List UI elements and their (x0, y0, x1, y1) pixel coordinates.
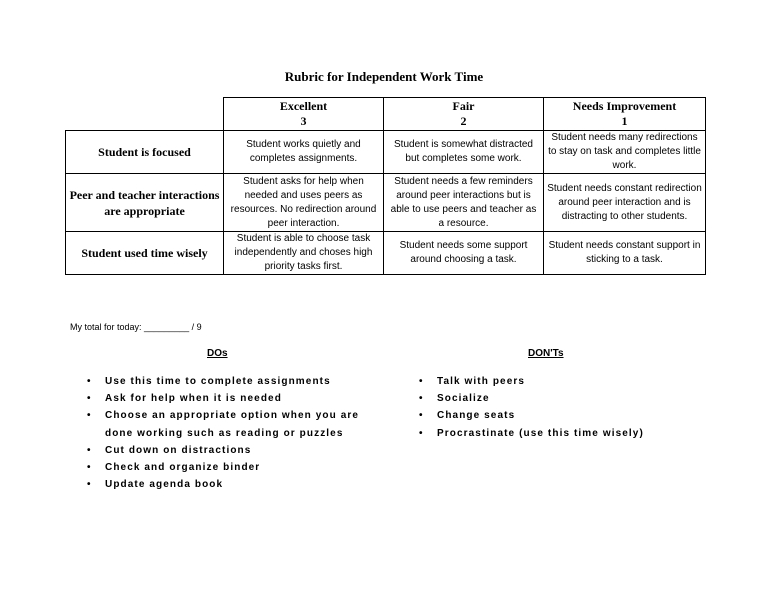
rubric-cell: Student works quietly and completes assignments. (224, 131, 384, 174)
rubric-cell: Student needs constant support in sticking to a task. (544, 232, 706, 275)
list-item: • Talk with peers (419, 373, 719, 390)
column-header-fair (384, 98, 544, 131)
rubric-cell: Student needs a few reminders around peer interactions but is able to use peers and teacher as a resource. (384, 174, 544, 232)
rubric-header-row (66, 98, 706, 131)
rubric-table (65, 97, 706, 275)
list-item: • Cut down on distractions (87, 442, 377, 459)
column-score: 2 (460, 114, 467, 128)
list-item: • Change seats (419, 407, 719, 424)
column-label: Fair (452, 99, 475, 113)
list-item: • Check and organize binder (87, 459, 377, 476)
donts-heading: DON'Ts (528, 348, 564, 359)
column-header-excellent (224, 98, 384, 131)
page-title: Rubric for Independent Work Time (284, 69, 484, 84)
rubric-cell: Student needs some support around choosing a task. (384, 232, 544, 275)
list-item: • Socialize (419, 390, 719, 407)
criterion-label: Student is focused (66, 131, 224, 174)
criterion-label: Student used time wisely (66, 232, 224, 275)
rubric-cell: Student is able to choose task independently and choses high priority tasks first. (224, 232, 384, 275)
list-item: • Update agenda book (87, 476, 377, 493)
rubric-cell: Student needs many redirections to stay on task and completes little work. (544, 131, 706, 174)
criterion-label: Peer and teacher interactions are appropriate (66, 174, 224, 232)
rubric-row-focused (66, 131, 706, 174)
donts-list (419, 373, 719, 442)
dos-list (87, 373, 377, 493)
list-item: • Choose an appropriate option when you are done working such as reading or puzzles (87, 407, 377, 441)
rubric-cell: Student needs constant redirection around peer interaction and is distracting to other students. (544, 174, 706, 232)
column-label: Needs Improvement (572, 99, 677, 113)
rubric-row-interactions (66, 174, 706, 232)
column-header-needs-improvement (544, 98, 706, 131)
column-label: Excellent (279, 99, 328, 113)
list-item: • Use this time to complete assignments (87, 373, 377, 390)
rubric-cell: Student asks for help when needed and uses peers as resources. No redirection around peer interaction. (224, 174, 384, 232)
column-score: 3 (300, 114, 307, 128)
list-item: • Ask for help when it is needed (87, 390, 377, 407)
total-score-line: My total for today: _________ / 9 (70, 322, 202, 332)
dos-heading: DOs (207, 348, 228, 359)
column-score: 1 (621, 114, 628, 128)
header-blank-cell (66, 98, 224, 131)
list-item: • Procrastinate (use this time wisely) (419, 425, 719, 442)
rubric-cell: Student is somewhat distracted but completes some work. (384, 131, 544, 174)
rubric-row-time (66, 232, 706, 275)
